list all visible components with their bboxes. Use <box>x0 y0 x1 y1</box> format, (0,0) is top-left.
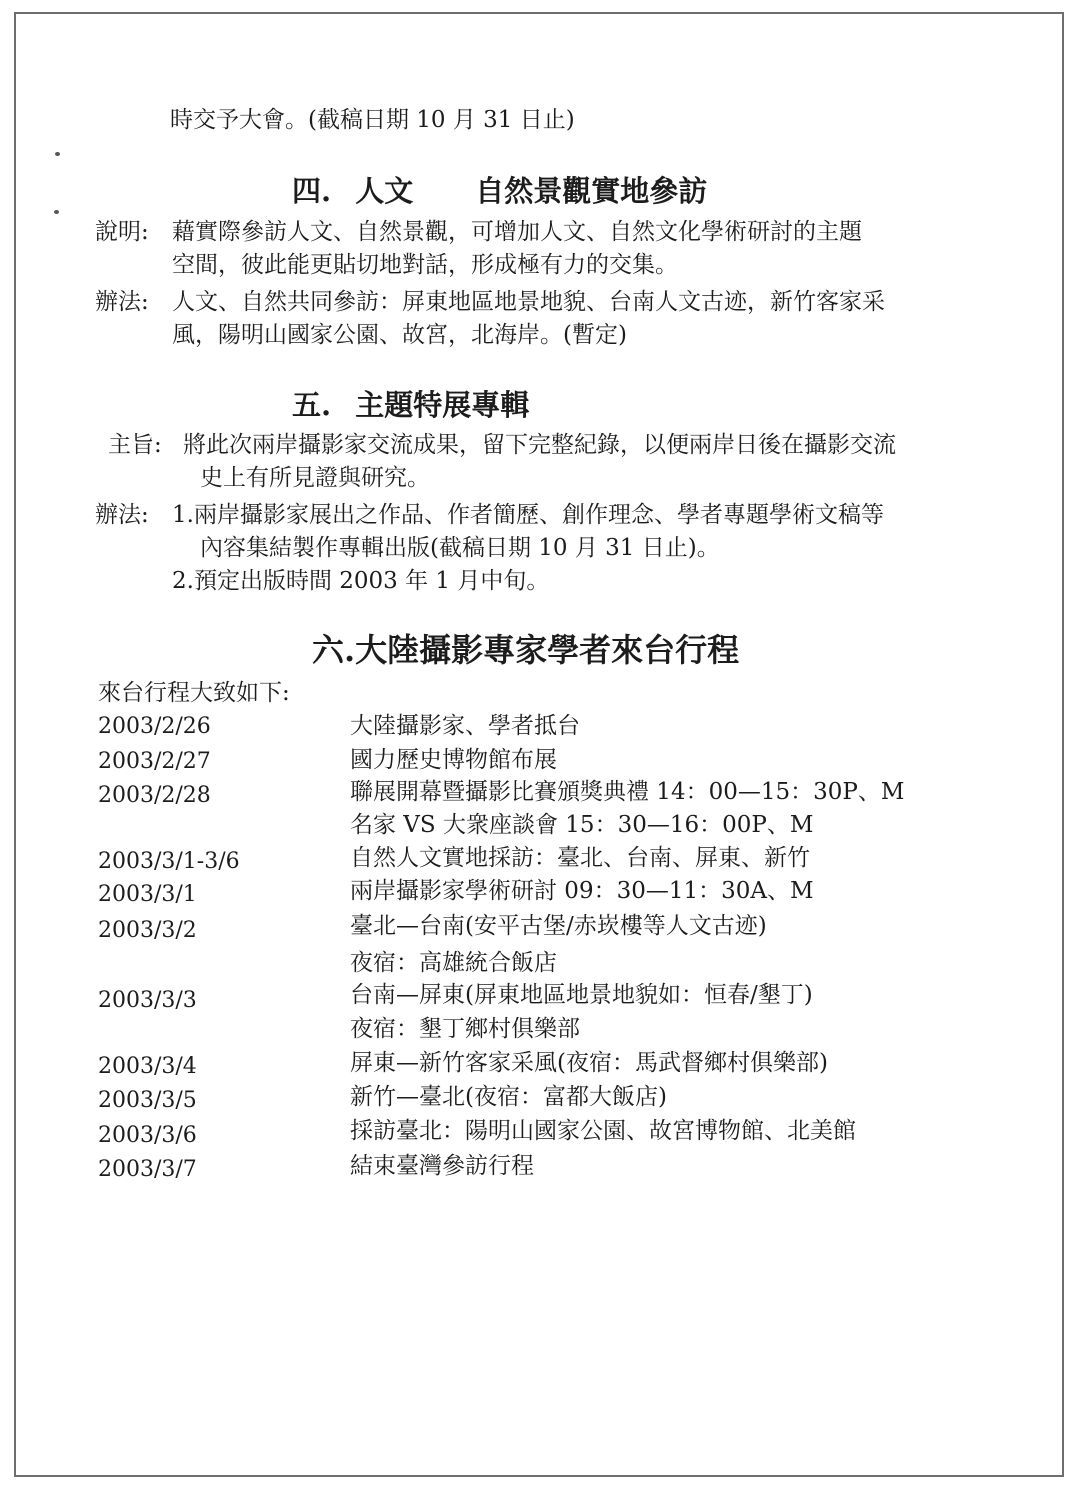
itinerary-date: 2003/3/7 <box>98 1157 197 1182</box>
section5-title: 主題特展專輯 <box>355 388 530 422</box>
section5-item1-line2: 內容集結製作專輯出版(截稿日期 10 月 31 日止)。 <box>200 535 720 561</box>
section5-item1-line1: 1.兩岸攝影家展出之作品、作者簡歷、創作理念、學者專題學術文稿等 <box>172 502 884 528</box>
itinerary-intro: 來台行程大致如下: <box>98 680 290 706</box>
section4-method-label: 辦法: <box>95 289 149 315</box>
itinerary-date: 2003/3/1 <box>98 882 197 907</box>
itinerary-event: 大陸攝影家、學者抵台 <box>350 713 580 739</box>
section4-title-a: 人文 <box>355 174 414 208</box>
itinerary-date: 2003/2/26 <box>98 714 211 739</box>
itinerary-date: 2003/3/4 <box>98 1054 197 1079</box>
itinerary-event: 國力歷史博物館布展 <box>350 747 557 773</box>
section4-title-b: 自然景觀實地參訪 <box>475 174 708 208</box>
itinerary-event: 夜宿：高雄統合飯店 <box>350 950 557 976</box>
itinerary-event: 結束臺灣參訪行程 <box>350 1153 534 1179</box>
intro-line: 時交予大會。(截稿日期 10 月 31 日止) <box>170 107 575 133</box>
section4-desc-label: 說明: <box>95 219 149 245</box>
itinerary-date: 2003/3/3 <box>98 988 197 1013</box>
section5-purpose-label: 主旨: <box>108 432 162 458</box>
itinerary-event: 採訪臺北：陽明山國家公園、故宮博物館、北美館 <box>350 1118 856 1144</box>
section4-method-line2: 風，陽明山國家公園、故宮，北海岸。(暫定) <box>172 322 627 348</box>
itinerary-date: 2003/2/28 <box>98 783 211 808</box>
itinerary-event: 兩岸攝影家學術研討 09：30—11：30A、M <box>350 878 814 904</box>
itinerary-event: 自然人文實地採訪：臺北、台南、屏東、新竹 <box>350 845 810 871</box>
section4-desc-line2: 空間，彼此能更貼切地對話，形成極有力的交集。 <box>172 252 678 278</box>
section4-heading <box>292 172 707 210</box>
itinerary-date: 2003/3/2 <box>98 918 197 943</box>
section5-purpose-line1: 將此次兩岸攝影家交流成果，留下完整紀錄，以便兩岸日後在攝影交流 <box>183 432 896 458</box>
itinerary-event: 台南—屏東(屏東地區地景地貌如：恒春/墾丁) <box>350 982 813 1008</box>
itinerary-date: 2003/3/5 <box>98 1088 197 1113</box>
section4-desc-line1: 藉實際參訪人文、自然景觀，可增加人文、自然文化學術研討的主題 <box>172 219 862 245</box>
itinerary-event: 夜宿：墾丁鄉村俱樂部 <box>350 1016 580 1042</box>
section5-heading <box>292 386 529 424</box>
itinerary-event: 臺北—台南(安平古堡/赤崁樓等人文古迹) <box>350 913 767 939</box>
itinerary-event: 屏東—新竹客家采風(夜宿：馬武督鄉村俱樂部) <box>350 1050 828 1076</box>
itinerary-date: 2003/3/1-3/6 <box>98 849 240 874</box>
section5-method-label: 辦法: <box>95 502 149 528</box>
section5-item2: 2.預定出版時間 2003 年 1 月中旬。 <box>172 568 550 594</box>
scan-speck <box>55 152 60 156</box>
itinerary-event: 名家 VS 大衆座談會 15：30—16：00P、M <box>350 812 814 838</box>
itinerary-event: 聯展開幕暨攝影比賽頒獎典禮 14：00—15：30P、M <box>350 779 905 805</box>
section4-number: 四. <box>292 174 332 208</box>
itinerary-event: 新竹—臺北(夜宿：富都大飯店) <box>350 1084 667 1110</box>
itinerary-date: 2003/2/27 <box>98 749 211 774</box>
section5-number: 五. <box>292 388 332 422</box>
section6-heading: 六.大陸攝影專家學者來台行程 <box>312 631 740 669</box>
section5-purpose-line2: 史上有所見證與研究。 <box>200 465 430 491</box>
scan-speck <box>54 210 59 214</box>
itinerary-date: 2003/3/6 <box>98 1123 197 1148</box>
section4-method-line1: 人文、自然共同參訪：屏東地區地景地貌、台南人文古迹，新竹客家采 <box>172 289 885 315</box>
